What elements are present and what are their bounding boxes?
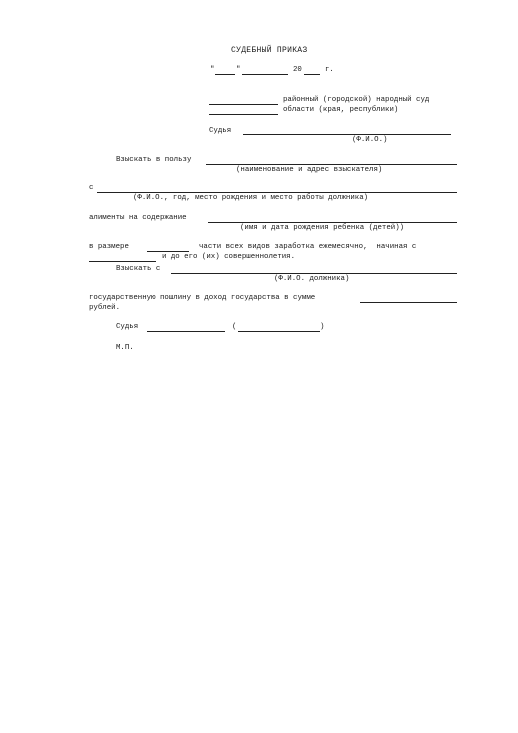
claimant-blank[interactable] xyxy=(206,164,457,165)
duty-text: государственную пошлину в доход государства в сумме xyxy=(89,294,316,302)
date-year-blank[interactable] xyxy=(304,74,320,75)
court-line-1: районный (городской) народный суд xyxy=(283,96,430,104)
judge-label: Судья xyxy=(209,127,232,135)
claim-label: Взыскать в пользу xyxy=(116,156,192,164)
amount-text: части всех видов заработка ежемесячно, начиная с xyxy=(199,243,417,251)
date-quote-open: " xyxy=(210,66,215,74)
claim-caption: (наименование и адрес взыскателя) xyxy=(236,166,383,174)
amount-start-date-blank[interactable] xyxy=(89,261,156,262)
judge-name-blank[interactable] xyxy=(243,134,451,135)
signature-judge-label: Судья xyxy=(116,323,139,331)
signature-paren-close: ) xyxy=(320,323,325,331)
alimony-caption: (имя и дата рождения ребенка (детей)) xyxy=(240,224,405,232)
date-year-suffix: г. xyxy=(325,66,334,74)
amount-share-blank[interactable] xyxy=(147,251,189,252)
debtor-blank[interactable] xyxy=(97,192,457,193)
signature-blank[interactable] xyxy=(147,331,225,332)
duty-caption: (Ф.И.О. должника) xyxy=(274,275,350,283)
court-region-blank[interactable] xyxy=(209,114,278,115)
court-line-2: области (края, республики) xyxy=(283,106,399,114)
date-century: 20 xyxy=(293,66,302,74)
stamp-mark: М.П. xyxy=(116,344,134,352)
court-district-blank[interactable] xyxy=(209,104,278,105)
duty-label: Взыскать с xyxy=(116,265,161,273)
duty-debtor-blank[interactable] xyxy=(171,273,457,274)
duty-currency: рублей. xyxy=(89,304,121,312)
amount-prefix: в размере xyxy=(89,243,129,251)
duty-amount-blank[interactable] xyxy=(360,302,457,303)
child-blank[interactable] xyxy=(208,222,457,223)
date-month-blank[interactable] xyxy=(242,74,288,75)
signature-paren-open: ( xyxy=(232,323,237,331)
amount-suffix: и до его (их) совершеннолетия. xyxy=(162,253,296,261)
signature-name-blank[interactable] xyxy=(238,331,320,332)
from-label: с xyxy=(89,184,94,192)
date-quote-close: " xyxy=(236,66,241,74)
judge-caption: (Ф.И.О.) xyxy=(352,136,388,144)
alimony-label: алименты на содержание xyxy=(89,214,187,222)
date-day-blank[interactable] xyxy=(215,74,235,75)
document-title: СУДЕБНЫЙ ПРИКАЗ xyxy=(231,46,308,55)
from-caption: (Ф.И.О., год, место рождения и место работы должника) xyxy=(133,194,369,202)
